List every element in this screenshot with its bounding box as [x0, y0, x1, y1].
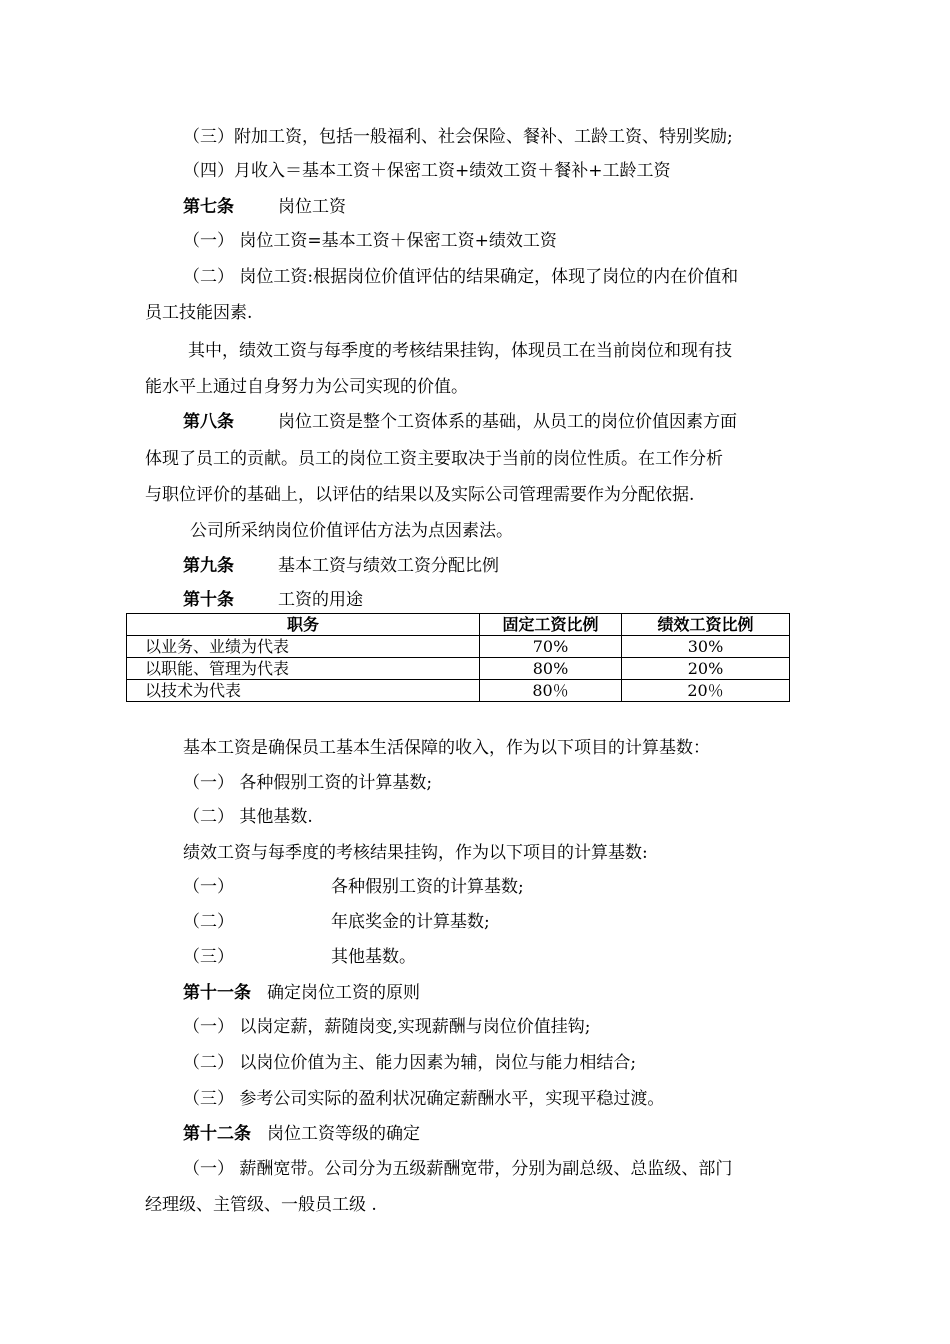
paragraph: 绩效工资与每季度的考核结果挂钩，作为以下项目的计算基数:: [183, 843, 648, 863]
article-heading: [183, 1123, 420, 1145]
paragraph: （二） 以岗位价值为主、能力因素为辅，岗位与能力相结合;: [183, 1053, 637, 1073]
table-row: [127, 658, 790, 680]
list-item-text: 各种假别工资的计算基数;: [331, 877, 524, 897]
list-item-text: 年底奖金的计算基数;: [331, 912, 490, 932]
paragraph: （三） 参考公司实际的盈利状况确定薪酬水平，实现平稳过渡。: [183, 1089, 665, 1109]
paragraph: （二） 岗位工资:根据岗位价值评估的结果确定，体现了岗位的内在价值和: [183, 267, 739, 287]
article-text: 岗位工资是整个工资体系的基础，从员工的岗位价值因素方面: [278, 412, 737, 432]
list-item-text: 其他基数。: [331, 947, 416, 967]
article-label: 第十条: [183, 590, 234, 610]
table-cell: 20%: [622, 658, 790, 680]
paragraph: 员工技能因素.: [145, 303, 253, 323]
article-title: 岗位工资等级的确定: [267, 1124, 420, 1144]
table-cell: 70%: [480, 636, 622, 658]
paragraph: 体现了员工的贡献。员工的岗位工资主要取决于当前的岗位性质。在工作分析: [145, 449, 723, 469]
table-header-row: [127, 614, 790, 636]
article-label: 第九条: [183, 556, 234, 576]
article-heading: [183, 589, 363, 611]
paragraph: 基本工资是确保员工基本生活保障的收入，作为以下项目的计算基数：: [183, 738, 710, 758]
table-cell: 以业务、业绩为代表: [127, 636, 480, 658]
article-title: 岗位工资: [278, 197, 346, 217]
article-label: 第七条: [183, 197, 234, 217]
paragraph: 经理级、主管级、一般员工级 .: [145, 1195, 377, 1215]
column-header: 固定工资比例: [480, 614, 622, 636]
list-item: [183, 946, 234, 968]
paragraph: （一） 各种假别工资的计算基数;: [183, 773, 433, 793]
table-cell: 以技术为代表: [127, 680, 480, 702]
paragraph: （一） 岗位工资=基本工资＋保密工资+绩效工资: [183, 231, 557, 251]
paragraph: 其中，绩效工资与每季度的考核结果挂钩，体现员工在当前岗位和现有技: [188, 341, 732, 361]
article-title: 工资的用途: [278, 590, 363, 610]
list-item: [183, 911, 234, 933]
paragraph: （二） 其他基数.: [183, 807, 313, 827]
table-cell: 80%: [480, 658, 622, 680]
paragraph: 与职位评价的基础上，以评估的结果以及实际公司管理需要作为分配依据.: [145, 485, 695, 505]
article-heading: [183, 196, 346, 218]
paragraph: （一） 薪酬宽带。公司分为五级薪酬宽带，分别为副总级、总监级、部门: [183, 1159, 733, 1179]
table-cell: 30%: [622, 636, 790, 658]
table-cell: 20％: [622, 680, 790, 702]
paragraph: 公司所采纳岗位价值评估方法为点因素法。: [190, 521, 513, 541]
table-cell: 以职能、管理为代表: [127, 658, 480, 680]
list-item: [183, 876, 234, 898]
article-title: 基本工资与绩效工资分配比例: [278, 556, 499, 576]
article-label: 第十一条: [183, 983, 251, 1003]
paragraph: （一） 以岗定薪，薪随岗变,实现薪酬与岗位价值挂钩;: [183, 1017, 591, 1037]
article-label: 第八条: [183, 412, 234, 432]
paragraph: （四）月收入＝基本工资＋保密工资+绩效工资＋餐补+工龄工资: [183, 161, 671, 181]
table-row: [127, 680, 790, 702]
article-title: 确定岗位工资的原则: [267, 983, 420, 1003]
list-number: （二）: [183, 912, 234, 932]
table-cell: 80％: [480, 680, 622, 702]
paragraph: （三）附加工资，包括一般福利、社会保险、餐补、工龄工资、特别奖励;: [183, 127, 733, 147]
article-heading: [183, 555, 499, 577]
list-number: （三）: [183, 947, 234, 967]
salary-ratio-table: [126, 613, 790, 702]
column-header: 绩效工资比例: [622, 614, 790, 636]
article-heading: [183, 411, 737, 433]
column-header: 职务: [127, 614, 480, 636]
table-row: [127, 636, 790, 658]
list-number: （一）: [183, 877, 234, 897]
paragraph: 能水平上通过自身努力为公司实现的价值。: [145, 377, 468, 397]
article-heading: [183, 982, 420, 1004]
article-label: 第十二条: [183, 1124, 251, 1144]
